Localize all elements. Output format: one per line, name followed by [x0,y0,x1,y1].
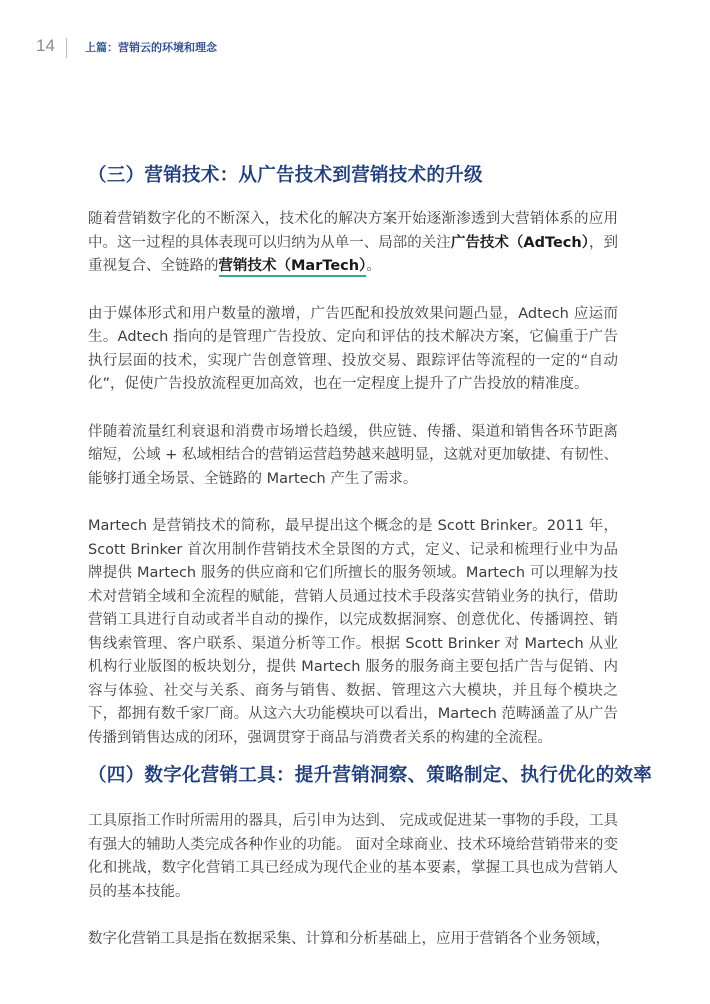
section3-paragraph-1 [88,208,618,279]
paragraph-text: ，到重视复合、全链路的 [88,234,619,274]
section4-paragraph-1: 工具原指工作时所需用的器具，后引申为达到、 完成或促进某一事物的手段，工具有强大的辅助人类完成各种作业的功能。 面对全球商业、技术环境给营销带来的变化和挑战，数字化营销工具已经成为现代企业的基本要素，掌握工具也成为营销人员的基本技能。 [88,813,618,900]
section3-paragraph-3: 伴随着流量红利衰退和消费市场增长趋缓，供应链、传播、渠道和销售各环节距离缩短，公域 + 私域相结合的营销运营趋势越来越明显，这就对更加敏捷、有韧性、能够打通全场景、全链路的 Martech 产生了需求。 [88,423,618,487]
section-heading-4: （四）数字化营销工具：提升营销洞察、策略制定、执行优化的效率 [88,765,653,786]
section-heading-3: （三）营销技术：从广告技术到营销技术的升级 [88,165,483,186]
paragraph-text: 随着营销数字化的不断深入，技术化的解决方案开始逐渐渗透到大营销体系的应用中。这一过程的具体表现可以归纳为从单一、局部的关注 [88,211,618,251]
term-martech-link[interactable]: 营销技术（MarTech） [219,258,367,277]
section3-paragraph-2: 由于媒体形式和用户数量的激增，广告匹配和投放效果问题凸显，Adtech 应运而生。Adtech 指向的是管理广告投放、定向和评估的技术解决方案，它偏重于广告执行层面的技术，实现广告创意管理、投放交易、跟踪评估等流程的一定的“自动化”，促使广告投放流程更加高效，也在一定程度上提升了广告投放的精准度。 [88,305,618,392]
section4-paragraph-2: 数字化营销工具是指在数据采集、计算和分析基础上，应用于营销各个业务领域， [88,931,610,947]
header-divider [66,38,67,58]
section3-paragraph-4: Martech 是营销技术的简称，最早提出这个概念的是 Scott Brinker。2011 年，Scott Brinker 首次用制作营销技术全景图的方式，定义、记录和梳理行业中为品牌提供 Martech 服务的供应商和它们所擅长的服务领域。Martech 可以理解为技术对营销全域和全流程的赋能，营销人员通过技术手段落实营销业务的执行，借助营销工具进行自动或者半自动的操作，以完成数据洞察、创意优化、传播调控、销售线索管理、客户联系、渠道分析等工作。根据 Scott Brinker 对 Martech 从业机构行业版图的板块划分，提供 Martech 服务的服务商主要包括广告与促销、内容与体验、社交与关系、商务与销售、数据、管理这六大模块，并且每个模块之下，都拥有数千家厂商。从这六大功能模块可以看出，Martech 范畴涵盖了从广告传播到销售达成的闭环，强调贯穿于商品与消费者关系的构建的全流程。 [88,518,618,746]
term-adtech: 广告技术（AdTech） [450,234,589,251]
running-header-title: 上篇：营销云的环境和理念 [85,41,217,54]
paragraph-text: 。 [366,258,381,274]
page-content [88,163,653,952]
page-number: 14 [36,36,55,55]
